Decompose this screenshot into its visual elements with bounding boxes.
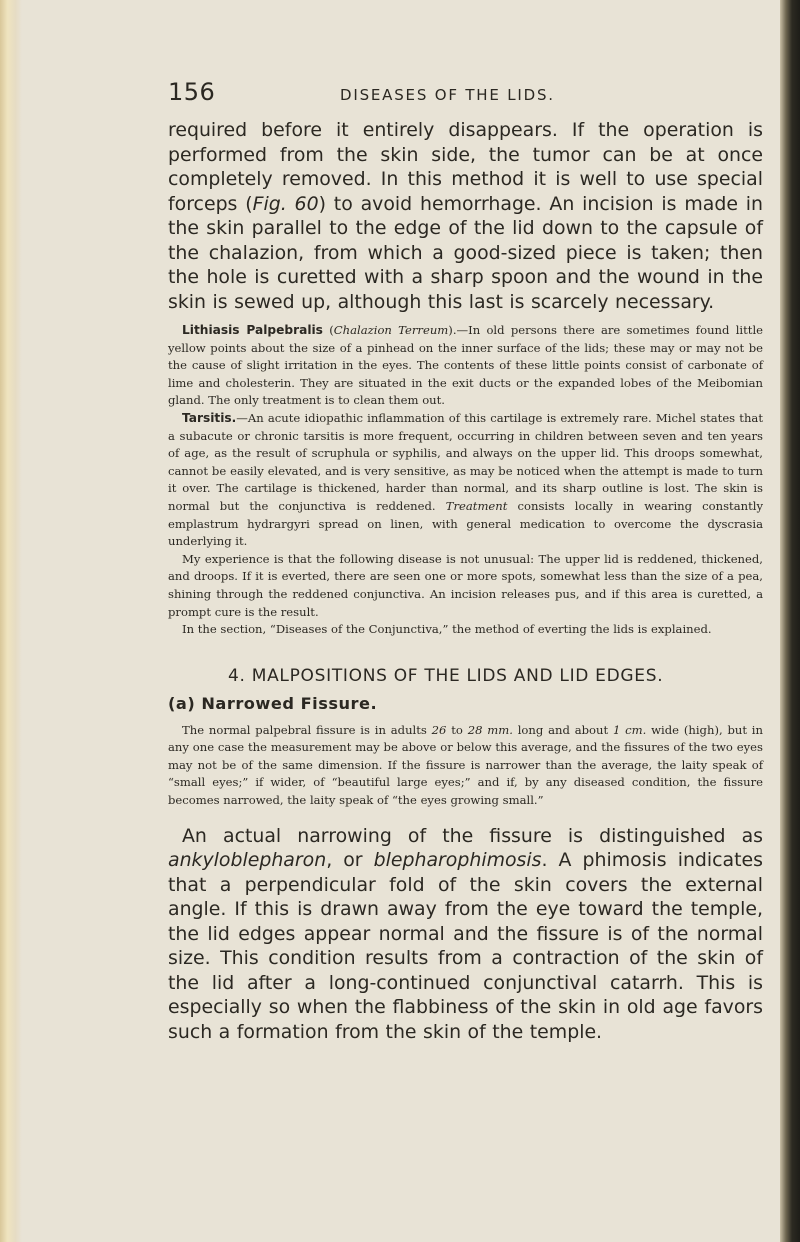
paragraph-normal-fissure	[168, 722, 763, 810]
section-heading: 4. MALPOSITIONS OF THE LIDS AND LID EDGES.	[228, 665, 664, 686]
subsection-title: Narrowed Fissure.	[195, 693, 378, 713]
right-book-edge	[780, 0, 800, 1242]
paragraph-text: wide (high), but in any one case the measurement may be above or below this average, and the fissures of the two eyes may not be of the same dimension. If the fissure is narrower than the average, the laity speak of “small eyes;” if wider, of “beautiful large eyes;” and if, by any diseased condition, the fissure becomes narrowed, the laity speak of “the eyes growing small.”	[168, 722, 763, 808]
left-page-gutter	[0, 0, 22, 1242]
paragraph-text: , or	[326, 849, 374, 872]
figure-reference: Fig. 60	[252, 192, 319, 215]
paragraph-text: —In old persons there are sometimes found little yellow points about the size of a pinhead on the inner surface of the lids; these may or may not be the cause of slight irritation in the eyes. The contents of these little points consist of carbonate of lime and cholesterin. They are situated in the exit ducts or the expanded lobes of the Meibomian gland. The only treatment is to clean them out.	[168, 323, 764, 408]
paragraph-text: long and about	[512, 722, 613, 737]
latin-term: Chalazion Terreum	[333, 323, 449, 337]
term-ankyloblepharon: ankyloblepharon	[168, 849, 327, 872]
small-print-block	[168, 322, 763, 639]
runin-term-lithiasis: Lithiasis Palpebralis	[182, 323, 323, 337]
running-title: DISEASES OF THE LIDS.	[340, 86, 555, 104]
paragraph-actual-narrowing	[168, 824, 763, 1045]
closing-text-block	[168, 824, 763, 1045]
paragraph-text: . A phimosis indicates that a perpendicular fold of the skin covers the external angle. If this is drawn away from the eye toward the temple, the lid edges appear normal and the fissure is of the normal size. This condition results from a contraction of the skin of the lid after a long-continued conjunctival catarrh. This is especially so when the flabbiness of the skin in old age favors such a formation from the skin of the temple.	[168, 849, 763, 1043]
paragraph-text: ) to avoid hemorrhage. An incision is made in the skin parallel to the edge of the lid down to the capsule of the chalazion, from which a good-sized piece is taken; then the hole is curetted with a sharp spoon and the wound in the skin is sewed up, although this last is scarcely necessary.	[168, 192, 763, 313]
paragraph-text: to	[446, 722, 468, 737]
term-blepharophimosis: blepharophimosis	[373, 849, 542, 872]
measurement-value: 26	[431, 722, 447, 737]
paragraph-text: An actual narrowing of the fissure is distinguished as	[182, 824, 763, 847]
opening-text-block	[168, 118, 763, 314]
measurement-value: 1 cm.	[612, 722, 647, 737]
runin-term-tarsitis: Tarsitis.	[182, 410, 237, 425]
page-body	[168, 118, 763, 1044]
paragraph-tarsitis	[168, 410, 763, 551]
paragraph-text: —An acute idiopathic inflammation of this cartilage is extremely rare. Michel states that a subacute or chronic tarsitis is more frequent, occurring in children between seven and ten years of age, as the result of scruphula or syphilis, and always on the upper lid. This droops somewhat, cannot be easily elevated, and is very sensitive, as may be noticed when the attempt is made to turn it over. The cartilage is thickened, harder than normal, and its sharp outline is lost. The skin is normal but the conjunctiva is reddened.	[168, 410, 763, 513]
measurement-value: 28 mm.	[467, 722, 513, 737]
paragraph-chalazion-operation	[168, 118, 763, 314]
page-number: 156	[168, 78, 216, 106]
paren-open: (	[322, 323, 334, 337]
paragraph-lithiasis	[168, 322, 763, 410]
paragraph-text: consists locally in wearing constantly emplastrum hydrargyri spread on linen, with general medication to overcome the dyscrasia underlying it.	[168, 498, 764, 549]
paragraph-text: The normal palpebral fissure is in adults	[182, 722, 432, 737]
page-header	[168, 78, 728, 106]
subsection-label: (a)	[168, 693, 196, 713]
paren-close: ).	[448, 323, 457, 337]
paragraph-section-reference: In the section, “Diseases of the Conjunctiva,” the method of everting the lids is explained.	[182, 622, 712, 637]
treatment-term: Treatment	[445, 498, 508, 513]
small-print-block-2	[168, 722, 763, 810]
paragraph-text: required before it entirely disappears. If the operation is performed from the skin side, the tumor can be at once completely removed. In this method it is well to use special forceps (	[168, 119, 763, 215]
subsection-heading	[168, 692, 763, 716]
paragraph-experience: My experience is that the following disease is not unusual: The upper lid is reddened, thickened, and droops. If it is everted, there are seen one or more spots, somewhat less than the size of a pea, shining through the reddened conjunctiva. An incision releases pus, and if this area is curetted, a prompt cure is the result.	[168, 551, 763, 619]
